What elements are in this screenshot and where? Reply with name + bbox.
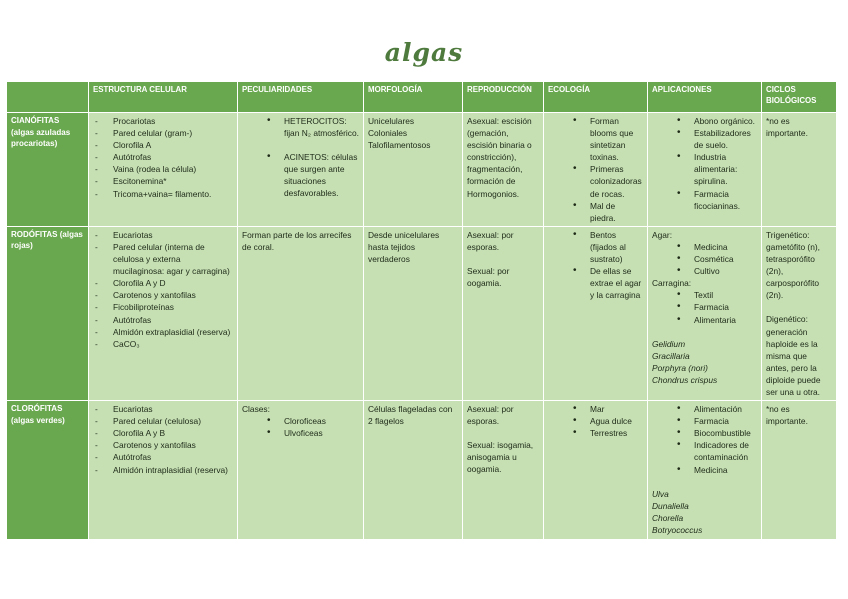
list-item: • Terrestres xyxy=(548,427,643,439)
header-row xyxy=(7,82,837,113)
text-line: Unicelulares xyxy=(368,116,415,126)
list-item: • Medicina xyxy=(652,464,757,476)
list-item: • Estabilizadores de suelo. xyxy=(652,127,757,151)
cell-morfologia xyxy=(364,113,463,227)
cell-aplicaciones xyxy=(648,113,762,227)
list-item: • Farmacia ficocianinas. xyxy=(652,188,757,212)
cell-aplicaciones xyxy=(648,226,762,400)
list-item: - Autótrofas xyxy=(93,451,233,463)
header-aplicaciones: APLICACIONES xyxy=(648,82,762,113)
list-item: • Bentos (fijados al sustrato) xyxy=(548,229,643,265)
list-item: • ACINETOS: células que surgen ante situaciones desfavorables. xyxy=(242,151,359,199)
list-item: - Eucariotas xyxy=(93,229,233,241)
text-line: Células flageladas con 2 flagelos xyxy=(368,404,453,427)
text-line: Asexual: escisión (gemación, escisión binaria o constricción), fragmentación, formación de Hormogonios. xyxy=(467,116,532,199)
text-line: Forman parte de los arrecifes de coral. xyxy=(242,229,352,252)
list-item: - Autótrofas xyxy=(93,314,233,326)
list-item: • Biocombustible xyxy=(652,427,757,439)
text-line: Trigenético: gametófito (n), tetrasporófito (2n), carposporófito (2n). xyxy=(766,229,820,301)
cell-reproduccion xyxy=(463,113,544,227)
table-row xyxy=(7,401,837,540)
list-item: • Cultivo xyxy=(652,265,757,277)
list-item: • Primeras colonizadoras de rocas. xyxy=(548,163,643,199)
cell-estructura xyxy=(89,401,238,540)
text-line: *no es importante. xyxy=(766,116,808,139)
list-item: - Eucariotas xyxy=(93,403,233,415)
list-item: - Almidón extraplasidial (reserva) xyxy=(93,326,233,338)
list-item: • Mal de piedra. xyxy=(548,200,643,224)
list-item: • Mar xyxy=(548,403,643,415)
list-item: • Agua dulce xyxy=(548,415,643,427)
list-item: • Forman blooms que sintetizan toxinas. xyxy=(548,115,643,163)
text-line: Digenético: generación haploide es la misma que antes, pero la diploide puede ser una u otra. xyxy=(766,314,821,397)
cell-reproduccion xyxy=(463,401,544,540)
list-item: • HETEROCITOS: fijan N₂ atmosférico. xyxy=(242,115,359,139)
list-item: • Textil xyxy=(652,289,757,301)
list-item: - Carotenos y xantofilas xyxy=(93,439,233,451)
cell-peculiaridades xyxy=(238,226,364,400)
list-item: • Cloroficeas xyxy=(242,415,359,427)
list-item: • Alimentación xyxy=(652,403,757,415)
text-line: Sexual: por oogamia. xyxy=(467,266,510,289)
list-item: - Clorofila A y B xyxy=(93,427,233,439)
list-item: - Carotenos y xantofilas xyxy=(93,289,233,301)
list-item: • Alimentaria xyxy=(652,314,757,326)
text-line: Ulva xyxy=(652,488,669,499)
text-line: Desde unicelulares hasta tejidos verdaderos xyxy=(368,229,440,265)
list-item: - Vaina (rodea la célula) xyxy=(93,163,233,175)
text-line: Botryococcus xyxy=(652,524,703,535)
text-line: Chondrus crispus xyxy=(652,374,718,385)
header-ecologia: ECOLOGÍA xyxy=(544,82,648,113)
cell-peculiaridades xyxy=(238,401,364,540)
text-line: Clases: xyxy=(242,404,270,415)
cell-ciclos xyxy=(762,226,837,400)
cell-peculiaridades xyxy=(238,113,364,227)
list-item: • De ellas se extrae el agar y la carragina xyxy=(548,265,643,301)
header-reproduccion: REPRODUCCIÓN xyxy=(463,82,544,113)
list-item: • Cosmética xyxy=(652,253,757,265)
header-morfologia: MORFOLOGÍA xyxy=(364,82,463,113)
row-header: CIANÓFITAS (algas azuladas procariotas) xyxy=(7,113,89,227)
list-item: - Almidón intraplasidial (reserva) xyxy=(93,464,233,476)
list-item: - Pared celular (interna de celulosa y externa mucilaginosa: agar y carragina) xyxy=(93,241,233,277)
list-item: - Autótrofas xyxy=(93,151,233,163)
list-item: - Tricoma+vaina= filamento. xyxy=(93,188,233,200)
text-line: Agar: xyxy=(652,229,673,240)
cell-ciclos xyxy=(762,113,837,227)
list-item: - Clorofila A xyxy=(93,139,233,151)
text-line: Gracillaria xyxy=(652,350,690,361)
text-line: Asexual: por esporas. xyxy=(467,404,514,427)
text-line: Carragina: xyxy=(652,278,692,289)
cell-ecologia xyxy=(544,401,648,540)
header-corner xyxy=(7,82,89,113)
list-item: - Pared celular (gram-) xyxy=(93,127,233,139)
cell-ecologia xyxy=(544,113,648,227)
table-row xyxy=(7,226,837,400)
list-item: • Farmacia xyxy=(652,415,757,427)
text-line: Chorella xyxy=(652,512,684,523)
cell-morfologia xyxy=(364,226,463,400)
cell-morfologia xyxy=(364,401,463,540)
cell-reproduccion xyxy=(463,226,544,400)
list-item: • Medicina xyxy=(652,241,757,253)
row-header: RODÓFITAS (algas rojas) xyxy=(7,226,89,400)
page-title: algas xyxy=(384,38,464,67)
algae-table xyxy=(6,81,837,540)
list-item: • Ulvoficeas xyxy=(242,427,359,439)
cell-aplicaciones xyxy=(648,401,762,540)
cell-estructura xyxy=(89,113,238,227)
list-item: • Indicadores de contaminación xyxy=(652,439,757,463)
list-item: - Ficobiliproteínas xyxy=(93,301,233,313)
list-item: • Abono orgánico. xyxy=(652,115,757,127)
text-line: Talofilamentosos xyxy=(368,140,431,151)
text-line: Asexual: por esporas. xyxy=(467,229,514,252)
list-item: • Industria alimentaria: spirulina. xyxy=(652,151,757,187)
list-item: - Procariotas xyxy=(93,115,233,127)
list-item: - Pared celular (celulosa) xyxy=(93,415,233,427)
text-line: Porphyra (nori) xyxy=(652,362,708,373)
header-estructura: ESTRUCTURA CELULAR xyxy=(89,82,238,113)
header-peculiaridades: PECULIARIDADES xyxy=(238,82,364,113)
text-line: Sexual: isogamia, anisogamia u oogamia. xyxy=(467,440,534,475)
text-line: *no es importante. xyxy=(766,404,808,427)
text-line: Coloniales xyxy=(368,128,408,139)
cell-ciclos xyxy=(762,401,837,540)
cell-estructura xyxy=(89,226,238,400)
list-item: - CaCO₃ xyxy=(93,338,233,350)
table-row xyxy=(7,113,837,227)
row-header: CLORÓFITAS (algas verdes) xyxy=(7,401,89,540)
text-line: Gelidium xyxy=(652,338,686,349)
list-item: - Clorofila A y D xyxy=(93,277,233,289)
list-item: - Escitonemina* xyxy=(93,175,233,187)
text-line: Dunaliella xyxy=(652,500,689,511)
list-item: • Farmacia xyxy=(652,301,757,313)
cell-ecologia xyxy=(544,226,648,400)
header-ciclos: CICLOS BIOLÓGICOS xyxy=(762,82,837,113)
